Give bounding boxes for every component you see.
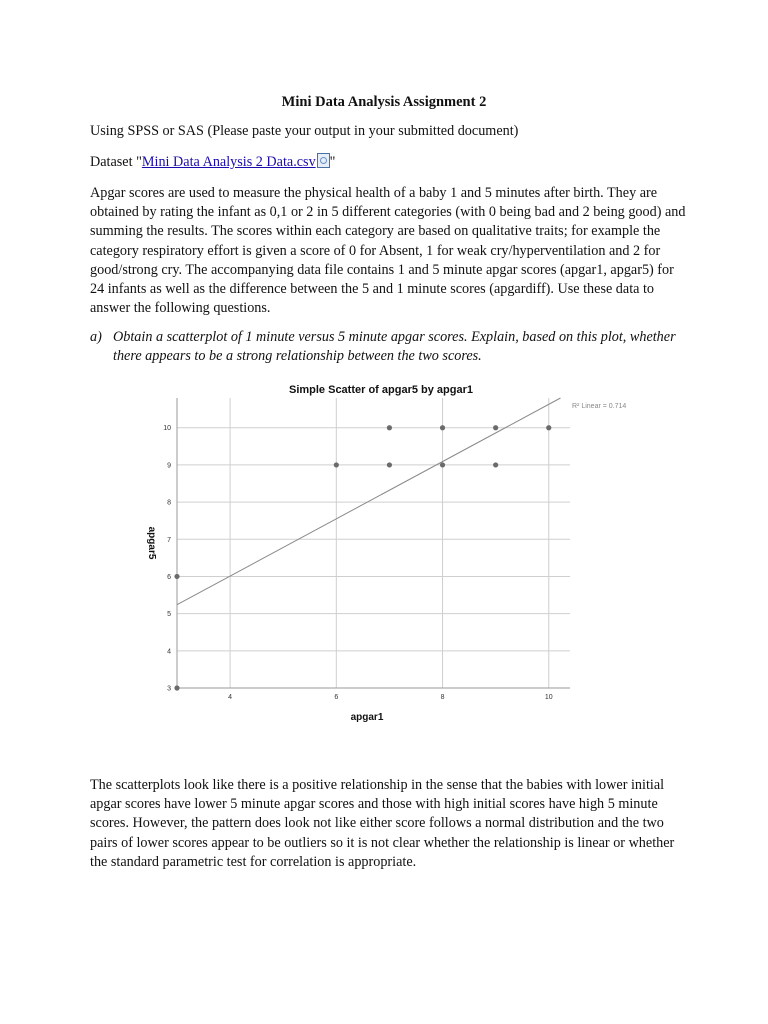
data-point <box>546 425 551 430</box>
file-attachment-icon[interactable] <box>317 153 330 168</box>
data-point <box>174 685 179 690</box>
question-a-label: a) <box>90 329 102 345</box>
dataset-line <box>90 153 690 172</box>
chart-axes <box>177 398 570 688</box>
data-point <box>493 425 498 430</box>
y-tick-label: 5 <box>167 611 171 619</box>
x-axis-label: apgar1 <box>350 712 384 723</box>
data-point <box>440 425 445 430</box>
x-tick-label: 4 <box>228 694 233 701</box>
y-tick-label: 10 <box>163 425 171 433</box>
dataset-link[interactable]: Mini Data Analysis 2 Data.csv <box>141 154 316 170</box>
y-tick-label: 3 <box>167 685 171 693</box>
y-axis-label: apgar5 <box>146 526 157 560</box>
x-tick-label: 10 <box>544 694 553 701</box>
fit-label: R² Linear = 0.714 <box>572 403 627 410</box>
data-point <box>174 574 179 579</box>
chart-grid <box>177 398 570 688</box>
scatter-chart <box>130 378 640 728</box>
y-tick-label: 6 <box>167 573 171 581</box>
dataset-suffix: " <box>329 154 336 170</box>
y-tick-label: 7 <box>167 536 171 544</box>
x-tick-label: 8 <box>440 694 445 701</box>
question-a <box>90 328 690 366</box>
scatter-chart-svg <box>130 378 640 728</box>
question-a-text: Obtain a scatterplot of 1 minute versus 5 minute apgar scores. Explain, based on this plot, whether there appears to be a strong relationship between the two scores. <box>113 329 676 365</box>
data-point <box>493 462 498 467</box>
answer-paragraph: The scatterplots look like there is a positive relationship in the sense that the babies with lower initial apgar scores have lower 5 minute apgar scores and those with high initial scores have high 5 minute scores. However, the pattern does look not like either score follows a normal distribution and the two pairs of lower scores appear to be outliers so it is not clear whether the relationship is linear or whether the standard parametric test for correlation is appropriate. <box>90 777 675 870</box>
data-point <box>440 462 445 467</box>
dataset-prefix: Dataset " <box>90 154 142 170</box>
x-tick-label: 6 <box>334 694 339 701</box>
chart-title: Simple Scatter of apgar5 by apgar1 <box>288 384 474 396</box>
software-instruction: Using SPSS or SAS (Please paste your output in your submitted document) <box>90 123 519 139</box>
data-point <box>334 462 339 467</box>
y-tick-label: 8 <box>167 499 171 507</box>
y-tick-label: 9 <box>167 462 171 470</box>
apgar-description: Apgar scores are used to measure the physical health of a baby 1 and 5 minutes after birth. They are obtained by rating the infant as 0,1 or 2 in 5 different categories (with 0 being bad and 2 being good) and summing the results. The scores within each category are based on qualitative traits; for example the category respiratory effort is given a score of 0 for Absent, 1 for weak cry/hyperventilation and 2 for good/strong cry. The accompanying data file contains 1 and 5 minute apgar scores (apgar1, apgar5) for 24 infants as well as the difference between the 5 and 1 minute scores (apgardiff). Use these data to answer the following questions. <box>90 185 686 317</box>
y-tick-label: 4 <box>167 648 171 656</box>
page-title: Mini Data Analysis Assignment 2 <box>281 94 487 110</box>
data-point <box>387 425 392 430</box>
data-point <box>387 462 392 467</box>
fit-line <box>177 398 560 605</box>
